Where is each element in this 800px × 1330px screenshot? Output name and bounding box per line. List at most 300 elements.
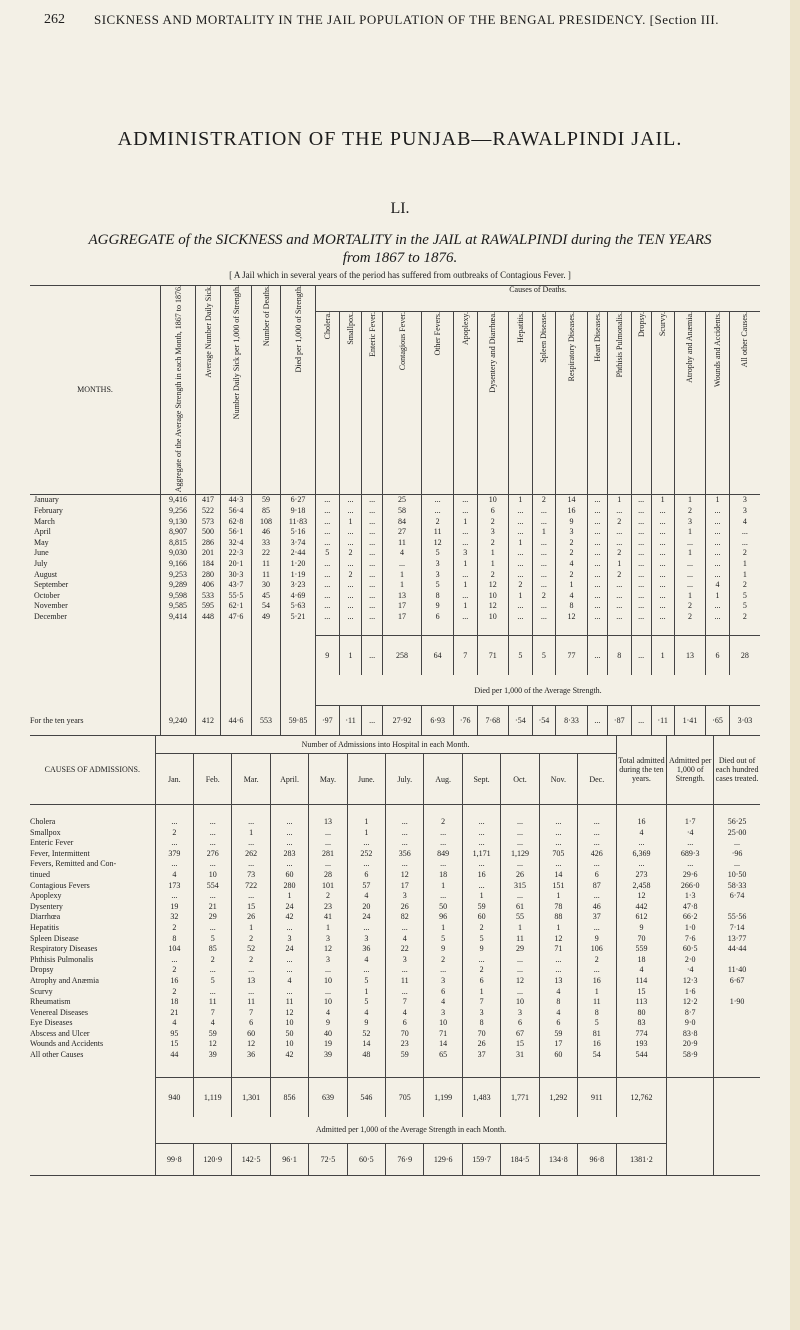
table-cell: 42 (285, 1050, 294, 1060)
table-cell: 44·44 (727, 944, 747, 954)
table-cell: 37 (592, 912, 601, 922)
table-cell: 17 (398, 601, 406, 611)
table-cell: ... (714, 611, 721, 621)
table-cell: ... (286, 838, 293, 848)
table-cell: 559 (635, 944, 648, 954)
cause-header: Other Fevers. (433, 311, 443, 356)
table-cell: 5 (435, 580, 440, 590)
table-cell: 58·33 (727, 880, 747, 890)
table-cell: 6 (479, 975, 484, 985)
table-cell: ... (478, 838, 485, 848)
month-column (540, 817, 577, 1061)
cause-column (478, 495, 509, 622)
table-cell: 5·21 (290, 611, 306, 621)
ten-years-cell: 553 (252, 705, 281, 736)
table-cell: ... (540, 537, 547, 547)
table-cell: 6 (490, 505, 495, 515)
table-cell: 7 (479, 997, 484, 1007)
grand-total-cell: 12,762 (616, 1077, 667, 1117)
table-cell: ... (440, 859, 447, 869)
table-cell: 1 (463, 558, 468, 568)
table-cell: 47·8 (682, 901, 698, 911)
table-cell: 11·83 (288, 516, 308, 526)
table-cell: ... (324, 838, 331, 848)
table-cell: 4 (402, 933, 407, 943)
table-cell: 66·2 (682, 912, 698, 922)
table-cell: ... (686, 580, 693, 590)
table-cell: ... (516, 965, 523, 975)
ten-years-cause-cell: ... (587, 705, 607, 736)
cause-header-cell (651, 311, 674, 495)
table-cell: ... (369, 537, 376, 547)
table-cell: 6 (249, 1018, 254, 1028)
table-cell: ... (369, 590, 376, 600)
table-cell: 59 (262, 495, 270, 505)
table-cell: ... (462, 611, 469, 621)
table-cell: 4 (172, 869, 177, 879)
table-cell: ... (659, 505, 666, 515)
table-cell: ... (638, 516, 645, 526)
table-cell: 280 (202, 569, 214, 579)
table-cell: ... (440, 827, 447, 837)
ten-years-cause-cell: ·87 (607, 705, 631, 736)
table-cell: 9,253 (169, 569, 187, 579)
table-cell: ... (741, 537, 748, 547)
table-cell: 59 (208, 1028, 217, 1038)
table-cell: 12 (323, 944, 332, 954)
totals-column (617, 817, 667, 1061)
table-cell: 9 (569, 516, 574, 526)
table-cell: 59 (477, 901, 486, 911)
table-cell: 2 (172, 827, 177, 837)
table-cell: ... (638, 859, 645, 869)
table-cell: ... (286, 859, 293, 869)
month-column (386, 817, 423, 1061)
table-cell (714, 1050, 760, 1061)
table-cell: 573 (202, 516, 214, 526)
table-cell: 4 (364, 891, 369, 901)
table-cell: 25·00 (727, 827, 747, 837)
table-cell: 9 (364, 1018, 369, 1028)
table-cell: 11 (247, 997, 255, 1007)
table-cell: ... (517, 516, 524, 526)
table-cell: 1 (364, 817, 369, 826)
table-cell: 39 (323, 1050, 332, 1060)
table-cell: ... (248, 838, 255, 848)
table-cell: 3 (490, 527, 495, 537)
table-cell: 15 (247, 901, 256, 911)
cause-header: Spleen Disease. (539, 311, 549, 363)
month-header: Dec. (578, 754, 616, 805)
table-cell: 12·2 (682, 997, 698, 1007)
table-cell: 10 (488, 611, 497, 621)
table-cell: 28 (323, 869, 332, 879)
table-cell: 12 (247, 1039, 256, 1049)
table-cell: 193 (635, 1039, 648, 1049)
cause-total-cell: 1 (651, 635, 674, 675)
table-cell: 60 (247, 1028, 256, 1038)
sick-per-1000-header: Number Daily Sick per 1,000 of Strength. (231, 285, 241, 420)
table-cell: 49 (262, 611, 270, 621)
table-cell: ... (462, 527, 469, 537)
table-cell: ... (593, 817, 600, 826)
table-cell: 273 (635, 869, 648, 879)
died-per-1000-header: Died per 1,000 of Strength. (293, 285, 303, 373)
table-cell: 379 (168, 848, 181, 858)
table-cell: 1 (660, 495, 665, 505)
month-header: Jan. (155, 754, 193, 805)
table-cell: 11 (262, 558, 270, 568)
table-cell: 22 (262, 548, 270, 558)
table-cell: 1 (364, 827, 369, 837)
table-cell: 6 (517, 1018, 522, 1028)
ten-years-cause-cell: ... (362, 705, 382, 736)
cause-total-cell: 7 (453, 635, 477, 675)
table-cell: 9 (325, 1018, 330, 1028)
table-cell: 21 (170, 1007, 179, 1017)
table-cell: ... (347, 537, 354, 547)
table-cell: ... (555, 827, 562, 837)
cause-header: Wounds and Accidents. (713, 311, 723, 387)
cause-column (675, 495, 706, 622)
table-cell: ... (741, 527, 748, 537)
cause-total-cell: 5 (532, 635, 556, 675)
table-cell: ... (714, 537, 721, 547)
table-cell: ... (517, 611, 524, 621)
table-cell: 4 (556, 986, 561, 996)
table-cell: ... (248, 859, 255, 869)
table-cell: ... (324, 965, 331, 975)
table-cell: ... (594, 601, 601, 611)
table-cell: 3 (569, 527, 574, 537)
table-cell: ... (347, 601, 354, 611)
table-cell: 1 (441, 922, 446, 932)
table-cell: 3 (441, 975, 446, 985)
table-cell: 1 (325, 922, 330, 932)
table-cell: 1 (617, 558, 622, 568)
table-cell: ... (369, 569, 376, 579)
table-cell: 1 (463, 516, 468, 526)
table-cell: 18 (637, 954, 646, 964)
table-cell: ... (555, 954, 562, 964)
table-cell: 10·50 (727, 869, 747, 879)
cause-header-cell (362, 311, 382, 495)
table-cell: ... (363, 965, 370, 975)
table-cell: ... (594, 558, 601, 568)
table-cell: ... (540, 505, 547, 515)
table-cell: ... (324, 505, 331, 515)
table-subtitle-years: from 1867 to 1876. (342, 250, 458, 266)
table-cell: 286 (202, 537, 214, 547)
table-cell: 1 (364, 986, 369, 996)
sick-per-1000-column (221, 495, 251, 622)
table-cell: ... (540, 611, 547, 621)
table-cell: ... (638, 601, 645, 611)
table-cell: ... (659, 527, 666, 537)
table-cell: ... (638, 558, 645, 568)
ten-years-cell: 9,240 (161, 705, 196, 736)
table-cell: ... (478, 827, 485, 837)
cause-total-cell: 8 (607, 635, 631, 675)
months-header: MONTHS. (30, 285, 161, 495)
cause-total-cell: 258 (382, 635, 422, 675)
month-column (309, 817, 346, 1061)
table-cell: 612 (635, 912, 648, 922)
table-cell: 8 (569, 601, 574, 611)
month-label: December (34, 611, 67, 621)
table-cell: 32·4 (228, 537, 244, 547)
cause-label: Spleen Disease (30, 933, 79, 943)
table-cell: ... (286, 965, 293, 975)
table-cell: ... (440, 891, 447, 901)
table-cell: ... (638, 495, 645, 505)
table-cell: ... (616, 590, 623, 600)
table-cell: 5 (210, 933, 215, 943)
table-cell: 2 (569, 548, 574, 558)
table-cell: ·4 (686, 965, 694, 975)
table-cell: ... (369, 558, 376, 568)
table-cell: ... (686, 558, 693, 568)
cause-column (509, 495, 532, 622)
table-cell: ... (401, 986, 408, 996)
table-cell: ... (478, 954, 485, 964)
table-cell: 201 (202, 548, 214, 558)
page-title: ADMINISTRATION OF THE PUNJAB—RAWALPINDI JAIL. (117, 128, 683, 150)
table-cell: 2 (687, 601, 692, 611)
table-cell: 774 (635, 1028, 648, 1038)
table-cell: 30·3 (228, 569, 244, 579)
table-cell: 1 (490, 558, 495, 568)
table-cell (714, 1029, 760, 1040)
table-cell: 30 (262, 580, 270, 590)
month-column (156, 817, 193, 1061)
table-cell: 27 (398, 527, 406, 537)
table-cell: 544 (635, 1050, 648, 1060)
cause-header-cell (532, 311, 556, 495)
cause-header-cell (316, 311, 340, 495)
cause-label: Smallpox (30, 827, 61, 837)
table-cell: 6 (441, 986, 446, 996)
month-header: Mar. (232, 754, 270, 805)
table-cell: 96 (439, 912, 448, 922)
table-cell: 11 (262, 569, 270, 579)
table-cell: 7·6 (684, 933, 696, 943)
table-cell: 9 (435, 601, 440, 611)
table-cell: 17 (398, 611, 406, 621)
table-cell: ... (734, 838, 741, 848)
table-cell: 8 (435, 590, 440, 600)
table-cell: ... (616, 505, 623, 515)
table-cell: 1 (715, 590, 720, 600)
cause-label: Fevers, Remitted and Con- (30, 859, 117, 869)
table-cell: 4 (569, 558, 574, 568)
cause-header: Dropsy. (636, 311, 646, 337)
table-cell: 2 (742, 548, 747, 558)
table-cell: ... (347, 505, 354, 515)
cause-header-cell (706, 311, 730, 495)
ten-years-cause-cell: 1·41 (674, 705, 706, 736)
table-cell: ... (638, 838, 645, 848)
table-cell: 70 (637, 933, 646, 943)
table-cell: 1·19 (290, 569, 306, 579)
table-cell: 8,815 (169, 537, 187, 547)
table-cell: 3·74 (290, 537, 306, 547)
table-cell: 29 (208, 912, 217, 922)
table-cell: ... (638, 590, 645, 600)
table-cell: 4 (172, 1018, 177, 1028)
month-per-1000-cell: 142·5 (232, 1143, 270, 1176)
table-cell: ·4 (686, 827, 694, 837)
table-cell: 1 (569, 580, 574, 590)
table-cell: 13 (247, 975, 256, 985)
table-cell: ... (714, 558, 721, 568)
table-cell: 2 (249, 933, 254, 943)
table-cell: 1 (715, 495, 720, 505)
table-cell: ... (347, 527, 354, 537)
month-label: January (34, 495, 59, 505)
table-cell: 45 (262, 590, 270, 600)
table-cell: ... (593, 838, 600, 848)
table-cell: 80 (637, 1007, 646, 1017)
table-cell: 1 (556, 891, 561, 901)
cause-header-cell (587, 311, 607, 495)
cause-header-cell (422, 311, 454, 495)
table-cell: 31 (515, 1050, 524, 1060)
cause-column (316, 495, 339, 622)
month-column (271, 817, 308, 1061)
table-cell: 55·5 (228, 590, 244, 600)
table-cell: ... (517, 569, 524, 579)
table-cell: ... (555, 965, 562, 975)
table-cell: 426 (590, 848, 603, 858)
table-cell: 42 (285, 912, 294, 922)
table-cell: 1·20 (290, 558, 306, 568)
table-cell: ... (369, 580, 376, 590)
cause-header: Hepatitis. (515, 311, 525, 343)
month-label: August (34, 569, 58, 579)
table-cell: 3·23 (290, 580, 306, 590)
table-cell: 36 (362, 944, 371, 954)
month-label: April (34, 527, 51, 537)
table-cell: 16 (592, 975, 601, 985)
table-cell: ... (369, 527, 376, 537)
table-cell: ... (594, 495, 601, 505)
table-cell: 9 (479, 944, 484, 954)
table-cell: 3 (463, 548, 468, 558)
table-cell: 33 (262, 537, 270, 547)
table-cell: 1 (463, 601, 468, 611)
table-cell: 11 (398, 537, 406, 547)
ten-years-cause-cell: 8·33 (556, 705, 588, 736)
table-cell: 2 (490, 537, 495, 547)
table-cell: 4 (400, 548, 404, 558)
table-cell: 11 (516, 933, 524, 943)
table-cell: 276 (206, 848, 219, 858)
table-cell: 55 (515, 912, 524, 922)
table-cell: ... (616, 611, 623, 621)
table-cell: 2 (441, 817, 446, 826)
month-label: February (34, 505, 63, 515)
cause-header: Atrophy and Anæmia. (685, 311, 695, 383)
cause-label: Venereal Diseases (30, 1007, 88, 1017)
table-cell: 5 (441, 933, 446, 943)
ten-years-cell: 412 (196, 705, 221, 736)
mortality-table (30, 285, 760, 736)
table-cell: 6·27 (290, 495, 306, 505)
table-cell: 3 (517, 1007, 522, 1017)
table-cell: ... (324, 537, 331, 547)
table-cell: ... (401, 827, 408, 837)
table-cell: ... (616, 580, 623, 590)
table-cell: 356 (398, 848, 411, 858)
table-cell: 4 (639, 965, 644, 975)
table-cell: ... (171, 838, 178, 848)
table-cell: ... (594, 505, 601, 515)
table-cell: 2 (348, 569, 353, 579)
table-cell: 83 (637, 1018, 646, 1028)
table-cell: 3 (687, 516, 692, 526)
running-header (14, 8, 784, 28)
table-cell: ... (248, 986, 255, 996)
table-cell: ... (369, 495, 376, 505)
cause-header: Dysentery and Diarrhœa. (488, 311, 498, 393)
cause-header: Enteric Fever. (367, 311, 377, 357)
table-cell: 73 (247, 869, 256, 879)
table-cell: ... (638, 537, 645, 547)
table-cell: 5 (435, 548, 440, 558)
table-cell: 3 (364, 933, 369, 943)
table-cell: 60 (477, 912, 486, 922)
month-per-1000-cell: 96·8 (578, 1143, 616, 1176)
table-cell: ... (209, 965, 216, 975)
month-per-1000-cell: 60·5 (347, 1143, 385, 1176)
table-cell: ... (593, 965, 600, 975)
table-cell: ... (638, 505, 645, 515)
table-cell: 12 (567, 611, 576, 621)
table-cell: 50 (285, 1028, 294, 1038)
table-cell: 17 (554, 1039, 563, 1049)
table-cell: 184 (202, 558, 214, 568)
month-total-cell: 1,199 (424, 1077, 462, 1117)
table-cell: ... (517, 558, 524, 568)
table-cell: 11 (285, 997, 294, 1007)
table-cell: 41 (323, 912, 332, 922)
table-cell: 6·67 (729, 975, 745, 985)
table-cell: 9,585 (169, 601, 187, 611)
ten-years-label: For the ten years (30, 705, 161, 736)
table-cell: 61 (515, 901, 524, 911)
cause-header-cell (339, 311, 362, 495)
table-cell (714, 955, 760, 966)
cause-label: Respiratory Diseases (30, 944, 98, 954)
table-cell: 15 (170, 1039, 179, 1049)
table-cell: ... (434, 495, 441, 505)
table-cell: 173 (168, 880, 181, 890)
table-cell: ... (714, 527, 721, 537)
cause-label: Rheumatism (30, 997, 71, 1007)
table-cell: ... (593, 827, 600, 837)
table-cell: 1 (441, 880, 446, 890)
month-total-cell: 546 (347, 1077, 385, 1117)
table-cell: 13·77 (727, 933, 747, 943)
month-per-1000-cell: 134·8 (539, 1143, 577, 1176)
table-cell: ... (594, 516, 601, 526)
cause-column (454, 495, 477, 622)
table-cell: 83·8 (682, 1028, 698, 1038)
table-cell: 4 (715, 580, 720, 590)
deaths-column (252, 495, 280, 622)
cause-total-cell: 28 (729, 635, 760, 675)
